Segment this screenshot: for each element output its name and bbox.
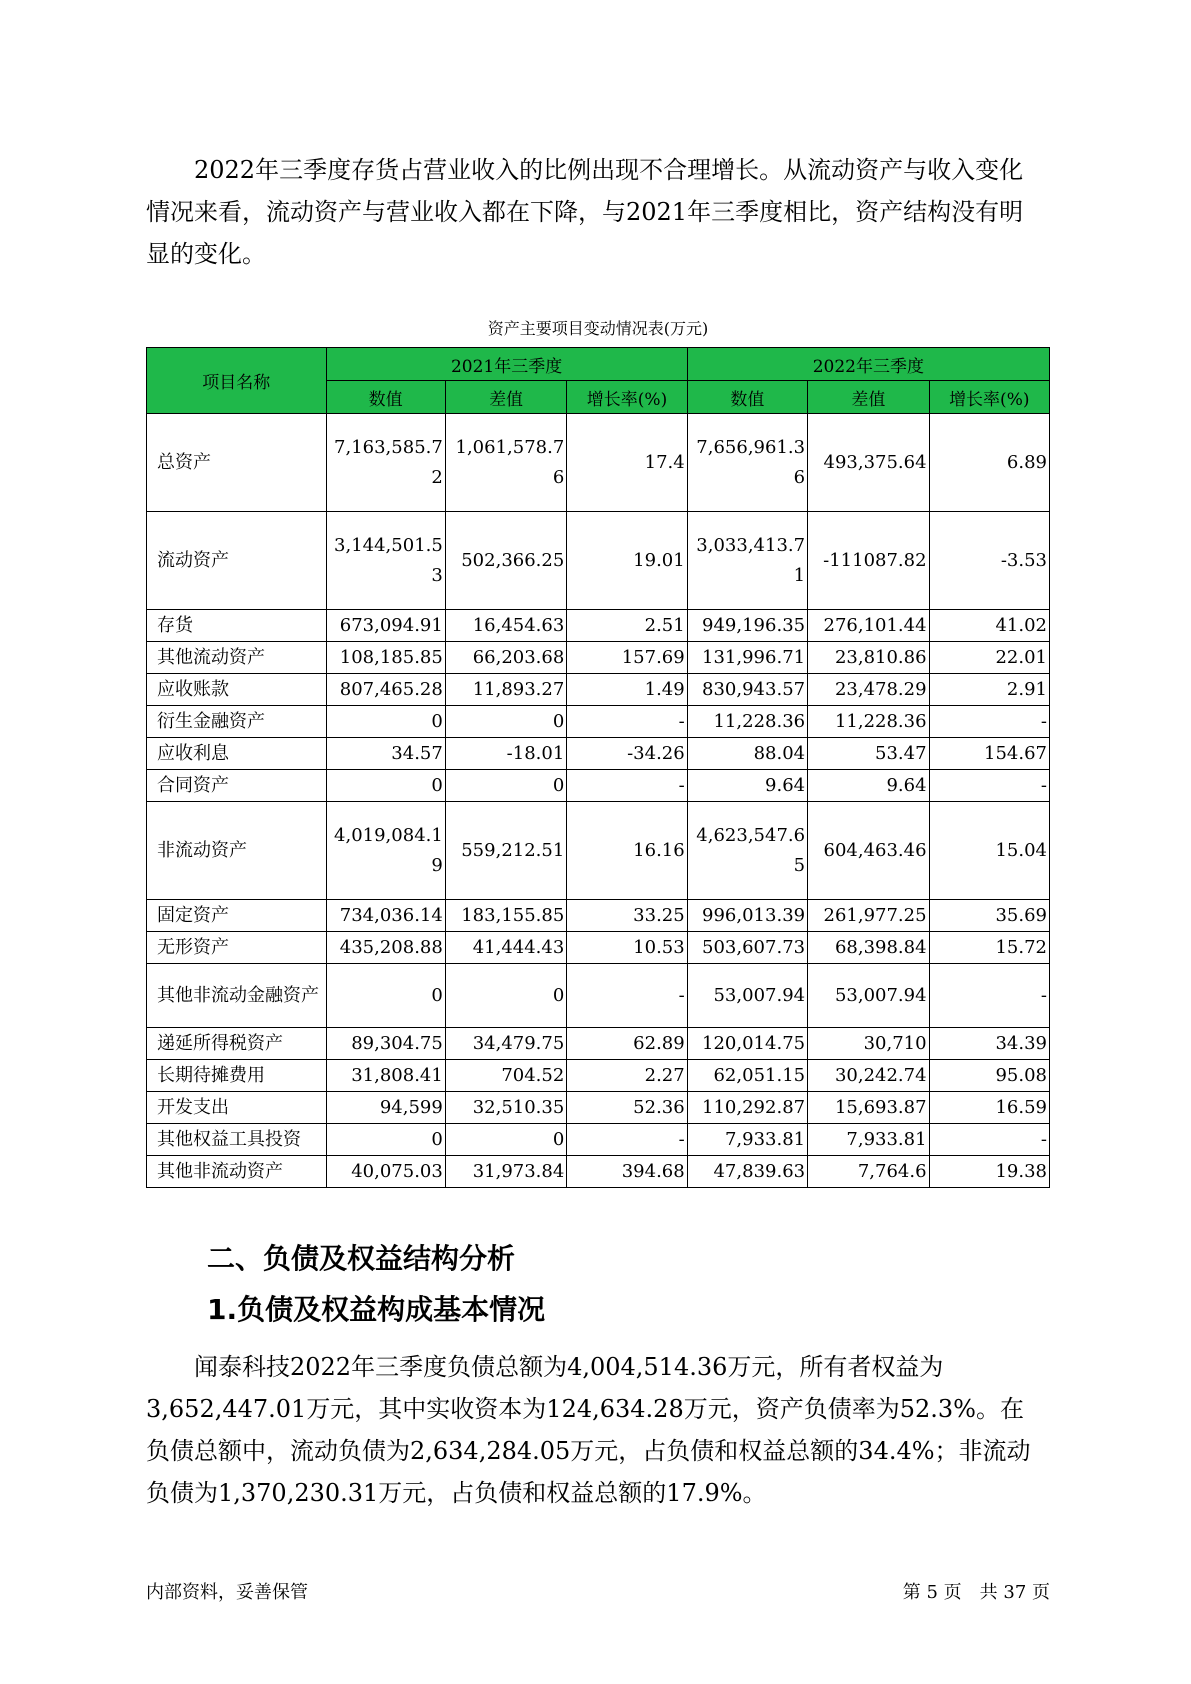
cell-value-2021: 807,465.28 [326, 674, 445, 706]
cell-growth-2021: - [567, 1124, 687, 1156]
cell-item-name: 其他流动资产 [147, 642, 327, 674]
cell-value-2022: 4,623,547.65 [687, 802, 807, 900]
cell-diff-2022: 261,977.25 [808, 900, 929, 932]
cell-value-2021: 673,094.91 [326, 610, 445, 642]
cell-diff-2021: 34,479.75 [445, 1028, 566, 1060]
cell-item-name: 其他权益工具投资 [147, 1124, 327, 1156]
cell-item-name: 非流动资产 [147, 802, 327, 900]
cell-growth-2022: 95.08 [929, 1060, 1049, 1092]
cell-diff-2022: 23,810.86 [808, 642, 929, 674]
cell-diff-2022: 9.64 [808, 770, 929, 802]
header-growth-2022: 增长率(%) [929, 381, 1049, 414]
cell-value-2021: 89,304.75 [326, 1028, 445, 1060]
cell-item-name: 应收利息 [147, 738, 327, 770]
header-period-2021: 2021年三季度 [326, 348, 687, 381]
cell-diff-2021: 1,061,578.76 [445, 414, 566, 512]
cell-value-2021: 435,208.88 [326, 932, 445, 964]
cell-diff-2021: 16,454.63 [445, 610, 566, 642]
cell-diff-2022: 276,101.44 [808, 610, 929, 642]
cell-value-2021: 34.57 [326, 738, 445, 770]
cell-diff-2022: 15,693.87 [808, 1092, 929, 1124]
cell-value-2021: 108,185.85 [326, 642, 445, 674]
cell-value-2022: 7,656,961.36 [687, 414, 807, 512]
cell-value-2021: 94,599 [326, 1092, 445, 1124]
cell-value-2022: 131,996.71 [687, 642, 807, 674]
cell-growth-2022: 41.02 [929, 610, 1049, 642]
intro-paragraph: 2022年三季度存货占营业收入的比例出现不合理增长。从流动资产与收入变化情况来看，流动资产与营业收入都在下降，与2021年三季度相比，资产结构没有明显的变化。 [146, 156, 1024, 268]
table-row [147, 1028, 1050, 1060]
table-row [147, 738, 1050, 770]
cell-growth-2021: - [567, 706, 687, 738]
cell-diff-2021: 183,155.85 [445, 900, 566, 932]
table-row [147, 610, 1050, 642]
cell-growth-2022: 34.39 [929, 1028, 1049, 1060]
cell-diff-2022: 53,007.94 [808, 964, 929, 1028]
header-value-2021: 数值 [326, 381, 445, 414]
cell-value-2022: 996,013.39 [687, 900, 807, 932]
cell-growth-2022: 2.91 [929, 674, 1049, 706]
cell-value-2022: 949,196.35 [687, 610, 807, 642]
header-diff-2022: 差值 [808, 381, 929, 414]
cell-growth-2021: 62.89 [567, 1028, 687, 1060]
cell-growth-2021: - [567, 964, 687, 1028]
header-item-name: 项目名称 [147, 348, 327, 414]
cell-diff-2021: 0 [445, 770, 566, 802]
cell-item-name: 流动资产 [147, 512, 327, 610]
table-row [147, 802, 1050, 900]
cell-diff-2022: 23,478.29 [808, 674, 929, 706]
cell-item-name: 衍生金融资产 [147, 706, 327, 738]
cell-value-2022: 11,228.36 [687, 706, 807, 738]
cell-value-2022: 88.04 [687, 738, 807, 770]
cell-value-2022: 7,933.81 [687, 1124, 807, 1156]
cell-growth-2021: 16.16 [567, 802, 687, 900]
table-row [147, 512, 1050, 610]
cell-value-2021: 0 [326, 964, 445, 1028]
header-growth-2021: 增长率(%) [567, 381, 687, 414]
cell-item-name: 无形资产 [147, 932, 327, 964]
footer-page-number: 第 5 页 共 37 页 [902, 1582, 1050, 1603]
cell-value-2022: 53,007.94 [687, 964, 807, 1028]
cell-value-2022: 62,051.15 [687, 1060, 807, 1092]
cell-growth-2021: -34.26 [567, 738, 687, 770]
cell-growth-2022: 6.89 [929, 414, 1049, 512]
table-row [147, 964, 1050, 1028]
table-row [147, 1060, 1050, 1092]
cell-diff-2021: 704.52 [445, 1060, 566, 1092]
cell-value-2021: 0 [326, 770, 445, 802]
cell-value-2021: 0 [326, 706, 445, 738]
table-row [147, 1092, 1050, 1124]
cell-item-name: 长期待摊费用 [147, 1060, 327, 1092]
cell-value-2022: 3,033,413.71 [687, 512, 807, 610]
cell-diff-2022: 7,764.6 [808, 1156, 929, 1188]
cell-value-2022: 120,014.75 [687, 1028, 807, 1060]
cell-item-name: 其他非流动金融资产 [147, 964, 327, 1028]
cell-value-2021: 40,075.03 [326, 1156, 445, 1188]
cell-growth-2021: 157.69 [567, 642, 687, 674]
cell-growth-2022: - [929, 1124, 1049, 1156]
cell-value-2022: 503,607.73 [687, 932, 807, 964]
body-paragraph: 闻泰科技2022年三季度负债总额为4,004,514.36万元，所有者权益为3,652,447.01万元，其中实收资本为124,634.28万元，资产负债率为52.3%。在负债总额中，流动负债为2,634,284.05万元，占负债和权益总额的34.4%；非流动负债为1,370,230.31万元，占负债和权益总额的17.9%。 [146, 1353, 1031, 1507]
cell-growth-2021: 19.01 [567, 512, 687, 610]
asset-change-table [146, 347, 1050, 1188]
section-heading: 二、负债及权益结构分析 [207, 1242, 516, 1275]
table-row [147, 770, 1050, 802]
cell-diff-2022: 7,933.81 [808, 1124, 929, 1156]
cell-diff-2022: 11,228.36 [808, 706, 929, 738]
cell-item-name: 其他非流动资产 [147, 1156, 327, 1188]
cell-value-2021: 734,036.14 [326, 900, 445, 932]
cell-item-name: 存货 [147, 610, 327, 642]
header-diff-2021: 差值 [445, 381, 566, 414]
cell-growth-2022: 16.59 [929, 1092, 1049, 1124]
cell-diff-2021: 0 [445, 706, 566, 738]
cell-growth-2021: 2.27 [567, 1060, 687, 1092]
table-row [147, 1156, 1050, 1188]
cell-growth-2021: 394.68 [567, 1156, 687, 1188]
cell-value-2022: 110,292.87 [687, 1092, 807, 1124]
table-row [147, 932, 1050, 964]
cell-diff-2022: 68,398.84 [808, 932, 929, 964]
cell-growth-2022: - [929, 770, 1049, 802]
cell-diff-2022: 53.47 [808, 738, 929, 770]
cell-growth-2021: 1.49 [567, 674, 687, 706]
cell-growth-2022: 19.38 [929, 1156, 1049, 1188]
cell-growth-2022: -3.53 [929, 512, 1049, 610]
cell-growth-2021: 2.51 [567, 610, 687, 642]
cell-value-2021: 4,019,084.19 [326, 802, 445, 900]
subsection-heading: 1.负债及权益构成基本情况 [207, 1293, 546, 1326]
cell-diff-2021: 0 [445, 964, 566, 1028]
cell-growth-2021: - [567, 770, 687, 802]
table-row [147, 414, 1050, 512]
cell-diff-2021: 32,510.35 [445, 1092, 566, 1124]
table-body [147, 414, 1050, 1188]
cell-diff-2021: 31,973.84 [445, 1156, 566, 1188]
cell-item-name: 应收账款 [147, 674, 327, 706]
cell-growth-2022: 15.72 [929, 932, 1049, 964]
cell-item-name: 递延所得税资产 [147, 1028, 327, 1060]
cell-growth-2022: 15.04 [929, 802, 1049, 900]
cell-growth-2021: 10.53 [567, 932, 687, 964]
table-row [147, 1124, 1050, 1156]
cell-growth-2022: - [929, 706, 1049, 738]
cell-growth-2022: 154.67 [929, 738, 1049, 770]
cell-diff-2022: 604,463.46 [808, 802, 929, 900]
cell-diff-2021: 11,893.27 [445, 674, 566, 706]
footer-confidential: 内部资料，妥善保管 [146, 1582, 308, 1603]
cell-diff-2021: 41,444.43 [445, 932, 566, 964]
cell-diff-2022: 30,242.74 [808, 1060, 929, 1092]
cell-value-2021: 3,144,501.53 [326, 512, 445, 610]
cell-growth-2021: 33.25 [567, 900, 687, 932]
header-value-2022: 数值 [687, 381, 807, 414]
cell-diff-2021: 0 [445, 1124, 566, 1156]
cell-value-2021: 0 [326, 1124, 445, 1156]
cell-growth-2022: 35.69 [929, 900, 1049, 932]
table-row [147, 706, 1050, 738]
cell-growth-2022: - [929, 964, 1049, 1028]
cell-growth-2021: 52.36 [567, 1092, 687, 1124]
cell-item-name: 开发支出 [147, 1092, 327, 1124]
cell-growth-2022: 22.01 [929, 642, 1049, 674]
cell-value-2022: 830,943.57 [687, 674, 807, 706]
cell-value-2021: 7,163,585.72 [326, 414, 445, 512]
table-row [147, 642, 1050, 674]
cell-item-name: 合同资产 [147, 770, 327, 802]
table-caption: 资产主要项目变动情况表(万元) [487, 319, 709, 338]
cell-value-2022: 47,839.63 [687, 1156, 807, 1188]
cell-item-name: 总资产 [147, 414, 327, 512]
table-row [147, 674, 1050, 706]
cell-diff-2022: 493,375.64 [808, 414, 929, 512]
cell-diff-2022: -111087.82 [808, 512, 929, 610]
cell-diff-2021: 559,212.51 [445, 802, 566, 900]
cell-value-2022: 9.64 [687, 770, 807, 802]
table-row [147, 900, 1050, 932]
cell-diff-2022: 30,710 [808, 1028, 929, 1060]
header-period-2022: 2022年三季度 [687, 348, 1049, 381]
cell-diff-2021: -18.01 [445, 738, 566, 770]
cell-diff-2021: 502,366.25 [445, 512, 566, 610]
cell-growth-2021: 17.4 [567, 414, 687, 512]
cell-item-name: 固定资产 [147, 900, 327, 932]
cell-diff-2021: 66,203.68 [445, 642, 566, 674]
cell-value-2021: 31,808.41 [326, 1060, 445, 1092]
